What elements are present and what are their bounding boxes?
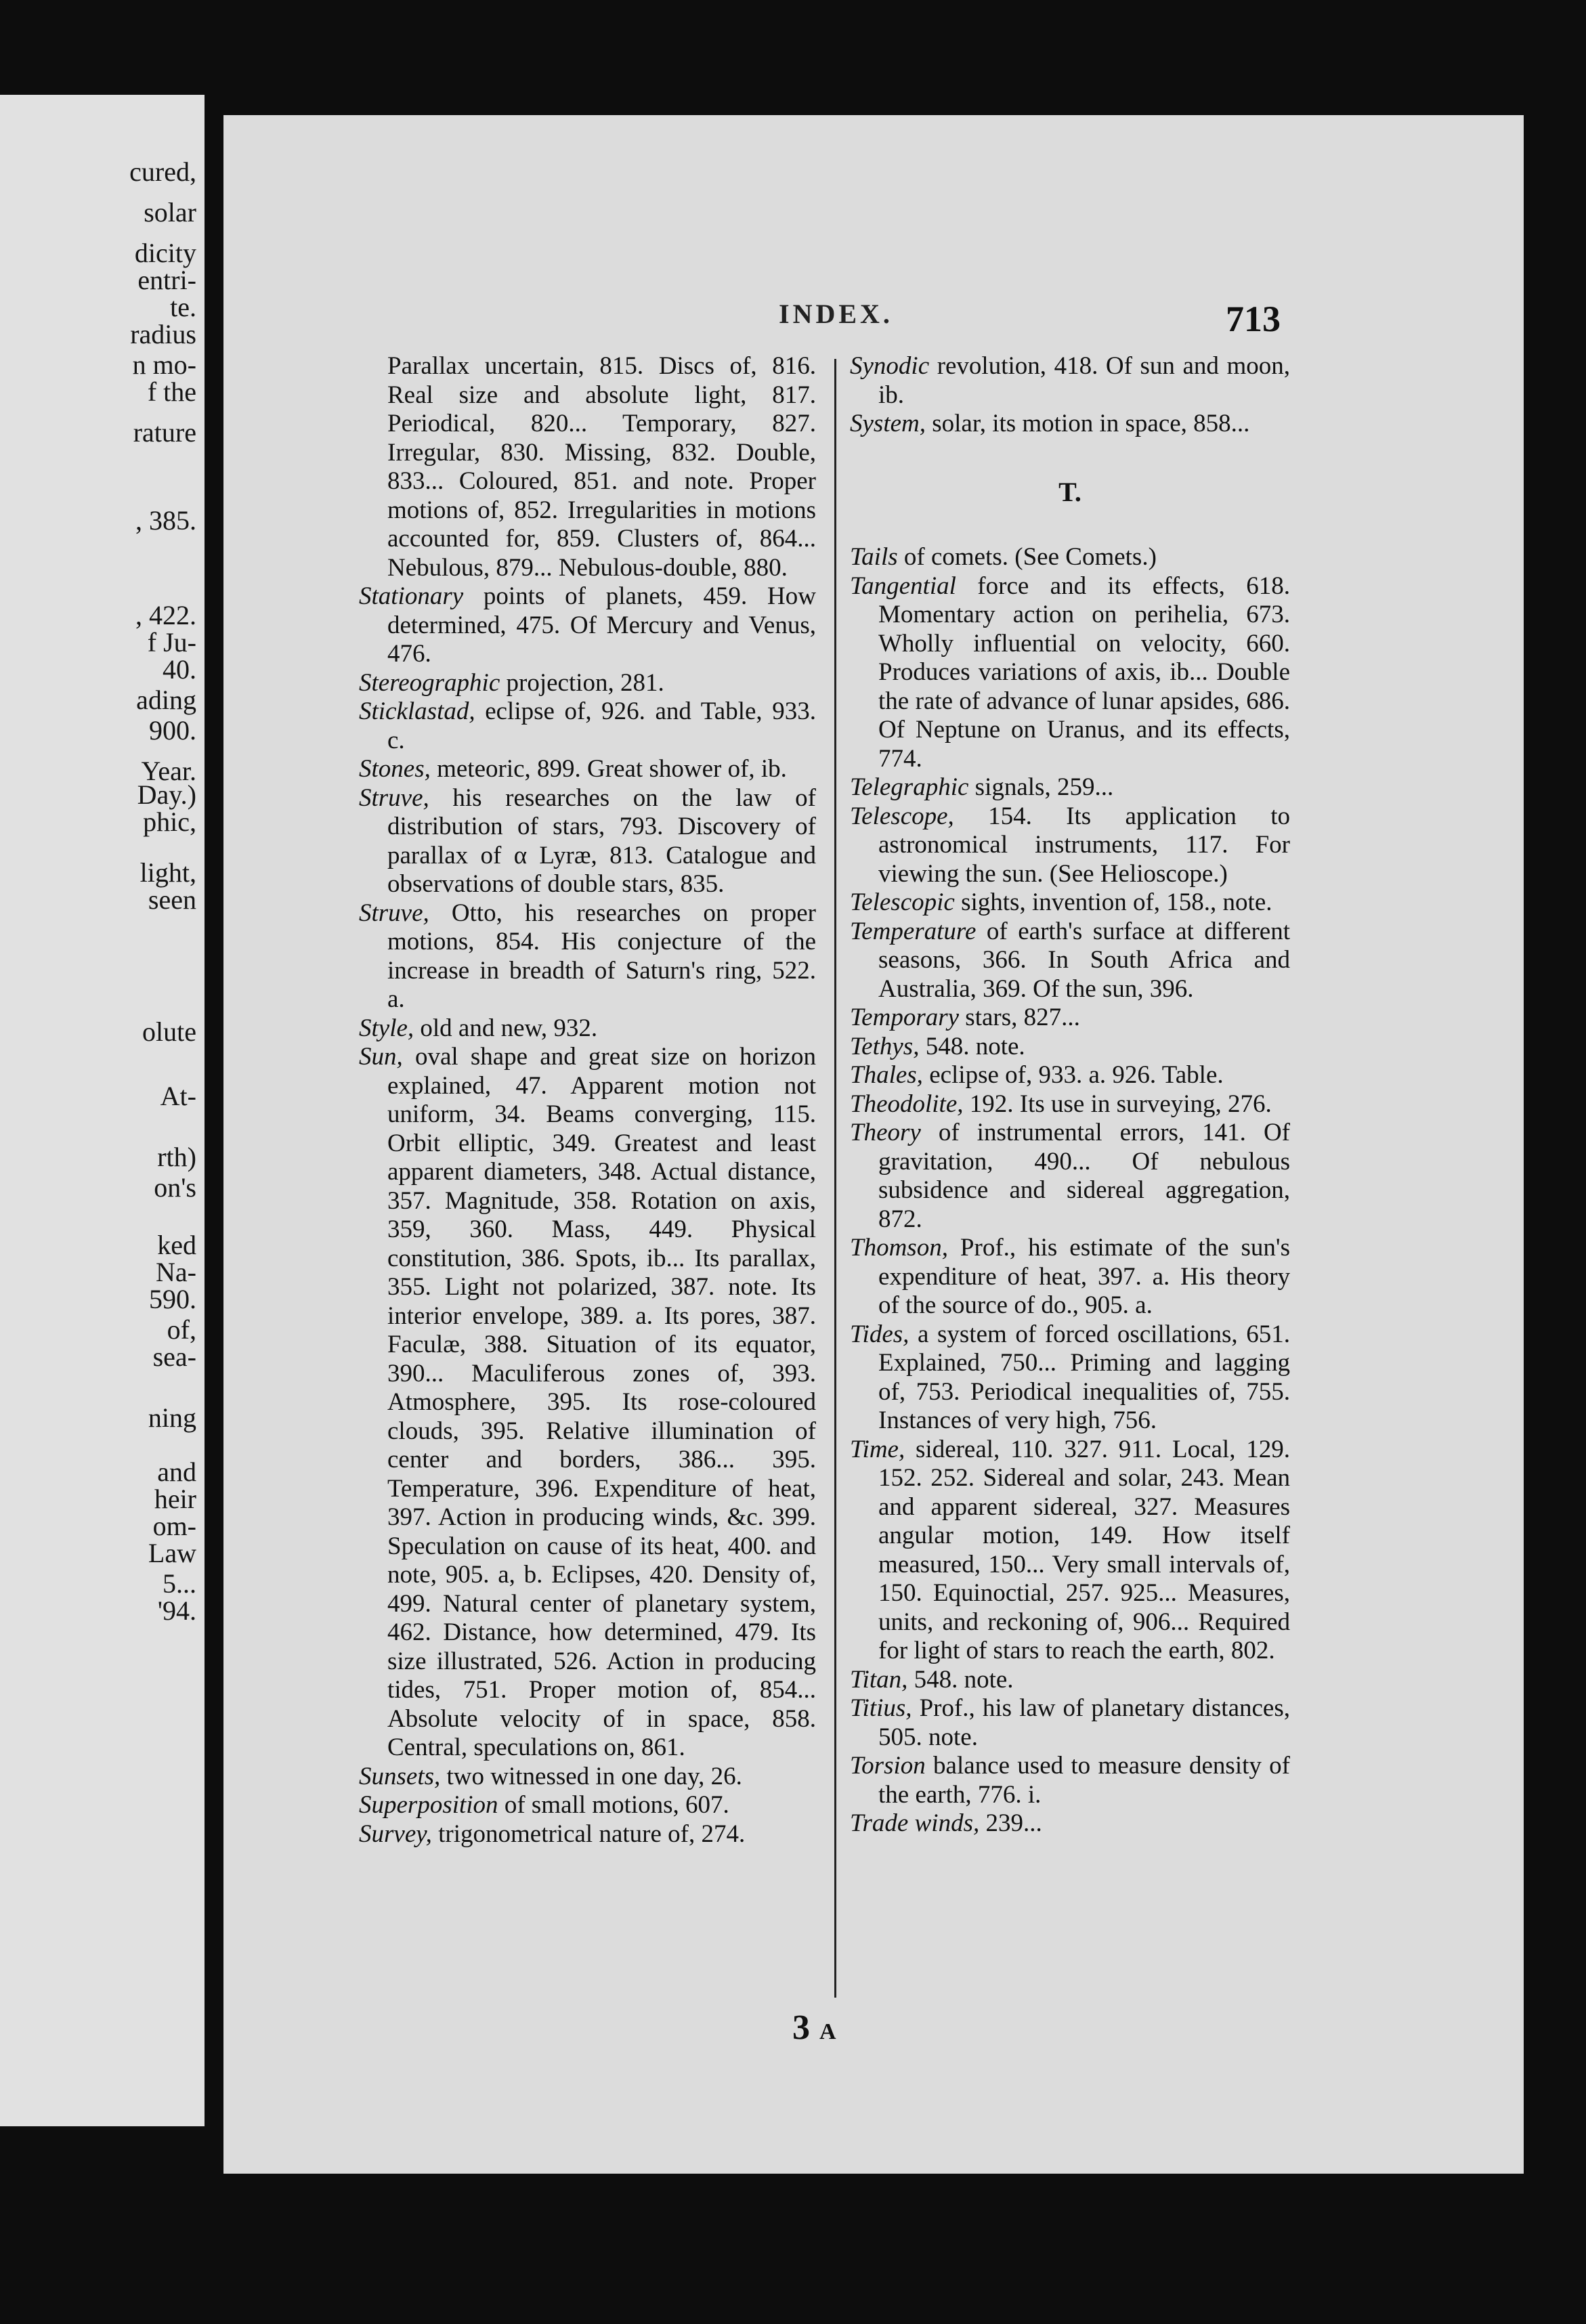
entry-headword: Torsion bbox=[850, 1752, 926, 1780]
entry-headword: Struve, bbox=[359, 783, 429, 812]
entry-text: of instrumental errors, 141. Of gravitation, 490... Of nebulous subsidence and sidereal aggregation, 872. bbox=[878, 1119, 1290, 1233]
index-entry bbox=[359, 755, 816, 784]
margin-fragment: seen bbox=[148, 884, 196, 915]
index-entry bbox=[850, 802, 1290, 889]
margin-fragment: Na- bbox=[156, 1257, 196, 1287]
entry-text: Prof., his law of planetary distances, 505. note. bbox=[878, 1694, 1290, 1751]
margin-fragment: radius bbox=[130, 319, 196, 349]
margin-fragment: rature bbox=[133, 417, 196, 448]
entry-text: signals, 259... bbox=[968, 773, 1114, 801]
page-number: 713 bbox=[1226, 299, 1281, 339]
entry-headword: Sunsets, bbox=[359, 1762, 441, 1790]
margin-fragment: Law bbox=[148, 1538, 196, 1568]
entry-text: projection, 281. bbox=[500, 668, 664, 697]
index-entries-s bbox=[850, 352, 1290, 439]
entry-text: of earth's surface at different seasons, 366. In South Africa and Australia, 369. Of the sun, 396. bbox=[878, 917, 1290, 1003]
margin-fragment: , 422. bbox=[135, 600, 196, 630]
section-letter: T. bbox=[1058, 476, 1081, 507]
entry-headword: Temporary bbox=[850, 1004, 960, 1031]
entry-headword: Telescope, bbox=[850, 802, 954, 830]
margin-fragment: ading bbox=[136, 685, 196, 715]
entry-text: 548. note. bbox=[907, 1665, 1014, 1694]
index-column-right bbox=[850, 352, 1290, 1838]
index-entry bbox=[850, 1119, 1290, 1234]
index-entry bbox=[850, 572, 1290, 774]
margin-fragment: f the bbox=[147, 376, 196, 407]
margin-fragment: om- bbox=[152, 1511, 196, 1541]
margin-fragment: ked bbox=[157, 1230, 196, 1260]
column-divider bbox=[834, 359, 836, 1998]
entry-headword: Theory bbox=[850, 1119, 921, 1146]
index-column-left bbox=[359, 352, 816, 1849]
margin-fragment: light, bbox=[140, 857, 196, 888]
index-entry bbox=[359, 697, 816, 755]
index-entry bbox=[850, 1234, 1290, 1320]
entry-headword: Struve, bbox=[359, 899, 429, 927]
index-entry bbox=[359, 784, 816, 899]
entry-headword: Survey, bbox=[359, 1820, 432, 1848]
entry-text: trigonometrical nature of, 274. bbox=[431, 1820, 746, 1848]
index-entry bbox=[850, 1061, 1290, 1090]
entry-text: Parallax uncertain, 815. Discs of, 816. Real size and absolute light, 817. Periodical, 820... Temporary, 827. Irregular, 830. Missing, 832. Double, 833... Coloured, 851. and note. Proper motions of, 852. Irregularities in motions accounted for, 859. Clusters of, 864... Nebulous, 879... Nebulous-double, 880. bbox=[387, 352, 816, 582]
entry-headword: Tails bbox=[850, 543, 898, 571]
index-entry bbox=[850, 1320, 1290, 1436]
entry-headword: Superposition bbox=[359, 1791, 498, 1819]
entry-headword: Sticklastad, bbox=[359, 697, 475, 725]
entry-text: eclipse of, 926. and Table, 933. c. bbox=[387, 697, 816, 754]
entry-text: oval shape and great size on horizon explained, 47. Apparent motion not uniform, 34. Beams converging, 115. Orbit elliptic, 349. Greatest and least apparent diameters, 348. Actual distance, 357. Magnitude, 358. Rotation on axis, 359, 360. Mass, 449. Physical constitution, 386. Spots, ib... Its parallax, 355. Light not polarized, 387. note. Its interior envelope, 389. a. Its pores, 387. Faculæ, 388. Situation of its equator, 390... Maculiferous zones of, 393. Atmosphere, 395. Its rose-coloured clouds, 395. Relative illumination of center and borders, 386... 395. Temperature, 396. Expenditure of heat, 397. Action in producing winds, &c. 399. Speculation on cause of its heat, 400. and note, 905. a, b. Eclipses, 420. Density of, 499. Natural center of planetary system, 462. Distance, how determined, 479. Its size illustrated, 526. Action in producing tides, 751. Proper motion of, 854... Absolute velocity of in space, 858. Central, speculations on, 861. bbox=[387, 1043, 816, 1761]
margin-fragment: on's bbox=[154, 1172, 196, 1203]
entry-headword: Temperature bbox=[850, 917, 977, 945]
margin-fragment: '94. bbox=[157, 1595, 196, 1626]
margin-fragment: 590. bbox=[149, 1284, 196, 1314]
entry-headword: Stones, bbox=[359, 755, 431, 783]
entry-headword: Tangential bbox=[850, 572, 956, 600]
index-entry bbox=[850, 352, 1290, 410]
signature-mark bbox=[792, 2008, 836, 2048]
margin-fragment: olute bbox=[142, 1016, 196, 1047]
index-entry bbox=[850, 1090, 1290, 1119]
entry-headword: Sun, bbox=[359, 1043, 403, 1071]
entry-text: revolution, 418. Of sun and moon, ib. bbox=[878, 352, 1290, 409]
entry-text: 239... bbox=[979, 1809, 1042, 1837]
entry-headword: Time, bbox=[850, 1435, 905, 1463]
entry-text: two witnessed in one day, 26. bbox=[440, 1762, 742, 1790]
index-entry bbox=[850, 1694, 1290, 1752]
margin-fragment: te. bbox=[170, 292, 196, 322]
margin-fragment: entri- bbox=[137, 265, 196, 295]
running-header: INDEX. bbox=[779, 299, 893, 329]
index-entry bbox=[850, 1809, 1290, 1838]
entry-headword: Tides, bbox=[850, 1320, 909, 1348]
index-entry bbox=[850, 1666, 1290, 1695]
margin-fragment: 900. bbox=[149, 715, 196, 746]
entry-headword: System, bbox=[850, 410, 926, 437]
previous-page-text-fragments bbox=[0, 95, 205, 2126]
entry-text: solar, its motion in space, 858... bbox=[926, 410, 1250, 437]
entry-text: stars, 827... bbox=[959, 1004, 1080, 1031]
entry-text: eclipse of, 933. a. 926. Table. bbox=[922, 1061, 1224, 1089]
entry-headword: Theodolite, bbox=[850, 1090, 964, 1118]
entry-text: old and new, 932. bbox=[414, 1014, 598, 1042]
index-entry bbox=[850, 1004, 1290, 1033]
entry-text: 192. Its use in surveying, 276. bbox=[963, 1090, 1272, 1118]
margin-fragment: and bbox=[157, 1457, 196, 1487]
margin-fragment: Day.) bbox=[137, 779, 196, 810]
index-entry bbox=[359, 899, 816, 1014]
index-entry bbox=[850, 1436, 1290, 1666]
entry-text: points of planets, 459. How determined, 475. Of Mercury and Venus, 476. bbox=[387, 582, 816, 668]
entry-text: of small motions, 607. bbox=[498, 1791, 729, 1819]
signature-letter: A bbox=[819, 2019, 836, 2044]
entry-text: balance used to measure density of the earth, 776. i. bbox=[878, 1752, 1290, 1809]
entry-text: Prof., his estimate of the sun's expenditure of heat, 397. a. His theory of the source of do., 905. a. bbox=[878, 1234, 1290, 1319]
entry-headword: Titan, bbox=[850, 1665, 908, 1694]
margin-fragment: solar bbox=[144, 197, 196, 228]
margin-fragment: 5... bbox=[163, 1568, 196, 1599]
entry-headword: Thales, bbox=[850, 1061, 923, 1089]
entry-text: a system of forced oscillations, 651. Explained, 750... Priming and lagging of, 753. Periodical inequalities of, 755. Instances of very high, 756. bbox=[878, 1320, 1290, 1434]
margin-fragment: n mo- bbox=[132, 349, 196, 380]
index-entry bbox=[850, 888, 1290, 918]
index-entry bbox=[850, 1752, 1290, 1809]
index-entries-t bbox=[850, 543, 1290, 1838]
margin-fragment: of, bbox=[167, 1314, 196, 1345]
entry-text: of comets. (See Comets.) bbox=[897, 543, 1157, 571]
index-entry bbox=[359, 582, 816, 669]
entry-headword: Style, bbox=[359, 1014, 414, 1042]
margin-fragment: f Ju- bbox=[147, 627, 196, 658]
margin-fragment: phic, bbox=[143, 806, 196, 837]
index-entry bbox=[359, 352, 816, 582]
entry-headword: Telescopic bbox=[850, 888, 955, 916]
index-entry bbox=[359, 1043, 816, 1763]
index-entry bbox=[850, 1033, 1290, 1062]
index-entry bbox=[359, 1763, 816, 1792]
signature-number: 3 bbox=[792, 2008, 810, 2047]
entry-headword: Stationary bbox=[359, 582, 464, 610]
entry-headword: Trade winds, bbox=[850, 1809, 980, 1837]
entry-text: force and its effects, 618. Momentary action on perihelia, 673. Wholly influential on velocity, 660. Produces variations of axis, ib... Double the rate of advance of lunar apsides, 686. Of Neptune on Uranus, and its effects, 774. bbox=[878, 572, 1290, 773]
index-entry bbox=[850, 410, 1290, 439]
index-entry bbox=[359, 1820, 816, 1849]
margin-fragment: sea- bbox=[152, 1341, 196, 1372]
entry-headword: Thomson, bbox=[850, 1234, 948, 1262]
entry-text: 548. note. bbox=[919, 1032, 1025, 1060]
previous-page-edge bbox=[0, 95, 205, 2126]
index-entry bbox=[359, 669, 816, 698]
entry-headword: Titius, bbox=[850, 1694, 912, 1722]
entry-text: meteoric, 899. Great shower of, ib. bbox=[430, 755, 787, 783]
index-entry bbox=[359, 1791, 816, 1820]
margin-fragment: cured, bbox=[129, 156, 196, 187]
index-entry bbox=[359, 1014, 816, 1043]
index-entry bbox=[850, 773, 1290, 802]
entry-text: sidereal, 110. 327. 911. Local, 129. 152. 252. Sidereal and solar, 243. Mean and apparent sidereal, 327. Measures angular motion, 149. How itself measured, 150... Very small intervals of, 150. Equinoctial, 257. 925... Measures, units, and reckoning of, 906... Required for light of stars to reach the earth, 802. bbox=[878, 1435, 1290, 1664]
margin-fragment: dicity bbox=[134, 238, 196, 268]
entry-headword: Tethys, bbox=[850, 1032, 920, 1060]
margin-fragment: heir bbox=[154, 1484, 196, 1514]
entry-headword: Stereographic bbox=[359, 668, 500, 697]
margin-fragment: Year. bbox=[141, 756, 196, 786]
margin-fragment: At- bbox=[160, 1081, 196, 1111]
entry-headword: Telegraphic bbox=[850, 773, 969, 801]
entry-text: Otto, his researches on proper motions, 854. His conjecture of the increase in breadth of Saturn's ring, 522. a. bbox=[387, 899, 816, 1013]
margin-fragment: rth) bbox=[157, 1142, 196, 1172]
entry-text: 154. Its application to astronomical instruments, 117. For viewing the sun. (See Helioscope.) bbox=[878, 802, 1290, 888]
margin-fragment: , 385. bbox=[135, 505, 196, 536]
index-entry bbox=[850, 543, 1290, 572]
margin-fragment: 40. bbox=[163, 654, 196, 685]
entry-text: sights, invention of, 158., note. bbox=[954, 888, 1272, 916]
entry-headword: Synodic bbox=[850, 352, 930, 380]
margin-fragment: ning bbox=[148, 1402, 196, 1433]
entry-text: his researches on the law of distribution of stars, 793. Discovery of parallax of α Lyræ, 813. Catalogue and observations of double stars, 835. bbox=[387, 783, 816, 898]
index-entry bbox=[850, 918, 1290, 1004]
